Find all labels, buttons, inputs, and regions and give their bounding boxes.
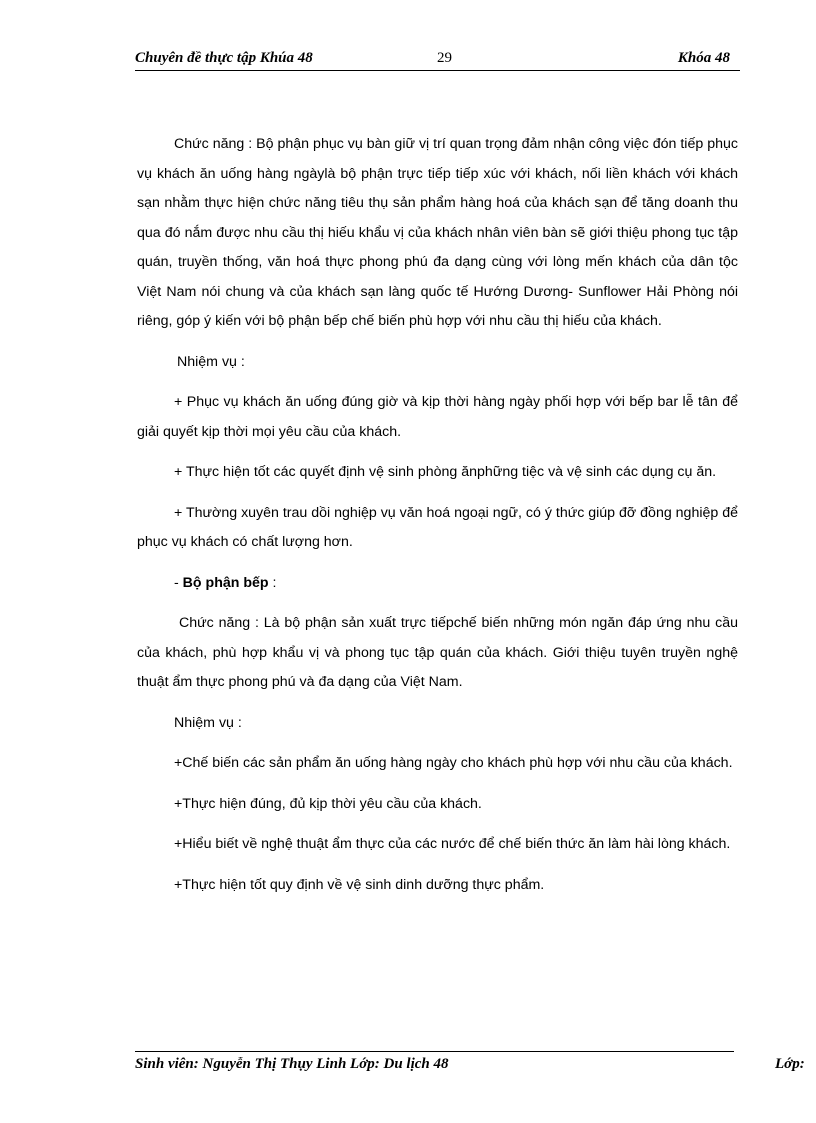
paragraph-service-function: Chức năng : Bộ phận phục vụ bàn giữ vị trí quan trọng đảm nhận công việc đón tiếp phục vụ khách ăn uống hàng ngàylà bộ phận trực tiếp tiếp xúc với khách, nối liền khách với khách sạn nhằm thực hiện chức năng tiêu thụ sản phẩm hàng hoá của khách sạn để tăng doanh thu qua đó nắm được nhu cầu thị hiếu khẩu vị của khách nhân viên bàn sẽ giới thiệu phong tục tập quán, truyền thống, văn hoá thực phong phú đa dạng cùng với lòng mến khách của dân tộc Việt Nam nói chung và của khách sạn làng quốc tế Hướng Dương- Sunflower Hải Phòng nói riêng, góp ý kiến với bộ phận bếp chế biến phù hợp với nhu cầu thị hiếu của khách. <box>137 136 738 329</box>
paragraph-kitchen-duty-4: +Thực hiện tốt quy định về vệ sinh dinh dưỡng thực phẩm. <box>174 876 545 893</box>
page-footer <box>135 1056 816 1078</box>
header-course: Khóa 48 <box>677 50 730 66</box>
header-title: Chuyên đề thực tập Khúa 48 <box>135 50 313 66</box>
section-heading-title: Bộ phận bếp <box>182 574 269 591</box>
footer-rule <box>135 1051 734 1052</box>
paragraph-kitchen-duty-heading: Nhiệm vụ : <box>174 714 242 731</box>
paragraph-service-duty-3: + Thường xuyên trau dồi nghiệp vụ văn hoá ngoại ngữ, có ý thức giúp đỡ đồng nghiệp để phục vụ khách có chất lượng hơn. <box>137 504 738 550</box>
section-heading-kitchen <box>137 569 738 599</box>
paragraph-service-duty-heading: Nhiệm vụ : <box>177 353 245 370</box>
page-header <box>135 48 740 71</box>
paragraph-kitchen-duty-3: +Hiểu biết về nghệ thuật ẩm thực của các nước để chế biến thức ăn làm hài lòng khách. <box>174 836 731 852</box>
page-number: 29 <box>437 50 452 66</box>
paragraph-service-duty-1: + Phục vụ khách ăn uống đúng giờ và kịp thời hàng ngày phối hợp với bếp bar lễ tân để giải quyết kịp thời mọi yêu cầu của khách. <box>137 394 738 440</box>
paragraph-kitchen-duty-1: +Chế biến các sản phẩm ăn uống hàng ngày cho khách phù hợp với nhu cầu của khách. <box>174 755 733 771</box>
section-heading-prefix: - <box>174 574 183 591</box>
section-heading-suffix: : <box>268 574 277 591</box>
paragraph-kitchen-function: Chức năng : Là bộ phận sản xuất trực tiếpchế biến những món ngăn đáp ứng nhu cầu của khách, phù hợp khẩu vị và phong tục tập quán của khách. Giới thiệu tuyên truyền nghệ thuật ẩm thực phong phú và đa dạng của Việt Nam. <box>137 615 738 690</box>
paragraph-service-duty-2: + Thực hiện tốt các quyết định vệ sinh phòng ănphững tiệc và vệ sinh các dụng cụ ăn. <box>174 464 717 480</box>
footer-student: Sinh viên: Nguyễn Thị Thụy Linh Lớp: Du lịch 48 <box>135 1056 449 1072</box>
body-text <box>137 130 738 911</box>
paragraph-kitchen-duty-2: +Thực hiện đúng, đủ kịp thời yêu cầu của khách. <box>174 795 482 812</box>
footer-class: Lớp: <box>775 1056 805 1072</box>
